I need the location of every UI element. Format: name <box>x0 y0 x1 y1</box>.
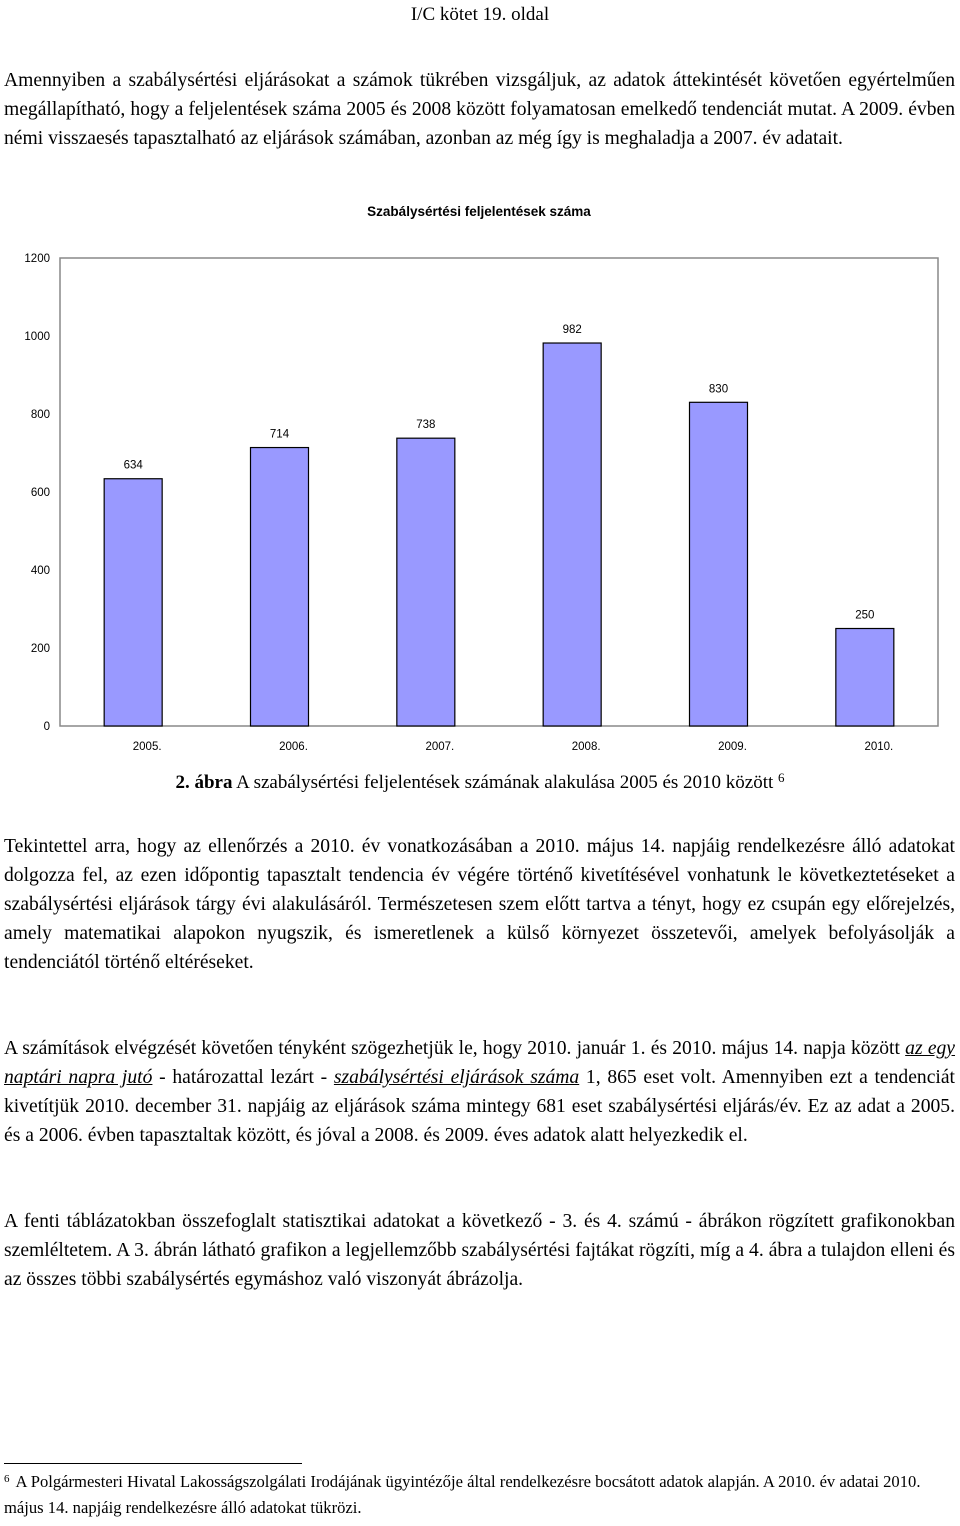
intro-paragraph: Amennyiben a szabálysértési eljárásokat a számok tükrében vizsgáljuk, az adatok áttekintését követően egyértelműen megállapítható, hogy a feljelentések száma 2005 és 2008 között folyamatosan emelkedő tendenciát mutat. A 2009. évben némi visszaesés tapasztalható az eljárások számában, azonban az még így is meghaladja a 2007. év adatait. <box>4 70 955 149</box>
figure-caption-text: A szabálysértési feljelentések számának alakulása 2005 és 2010 között <box>232 772 779 793</box>
data-label: 634 <box>123 459 143 472</box>
data-label: 982 <box>562 324 582 337</box>
x-tick-label: 2008. <box>571 741 601 753</box>
x-tick-label: 2007. <box>425 741 455 753</box>
chart-title: Szabálysértési feljelentések száma <box>367 204 591 219</box>
plot-frame <box>60 258 938 726</box>
figures-intro-paragraph: A fenti táblázatokban összefoglalt statisztikai adatokat a következő - 3. és 4. számú - ábrákon rögzített grafikonokban szemléltetem. A 3. ábrán látható grafikon a legjellemzőbb szabálysértési fajtákat rögzíti, míg a 4. ábra a tulajdon elleni és az összes többi szabálysértés egymáshoz való viszonyát ábrázolja. <box>4 1211 955 1290</box>
x-tick-label: 2010. <box>864 741 894 753</box>
bar <box>397 438 455 726</box>
footnote-number: 6 <box>4 1473 10 1485</box>
forecast-paragraph: Tekintettel arra, hogy az ellenőrzés a 2010. év vonatkozásában a 2010. május 14. napjáig rendelkezésre álló adatokat dolgozza fel, az ezen időpontig tapasztalt tendencia év végére történő kivetítésével vonhatunk le következtetéseket a szabálysértési eljárások tárgy évi alakulásáról. Természetesen szem előtt tartva a tényt, hogy ez csupán egy előrejelzés, amely matematikai alapokon nyugszik, és ismeretlenek a külső környezet összetevői, amelyek befolyásolják a tendenciától történő eltéréseket. <box>4 836 955 973</box>
bar <box>251 448 309 726</box>
figure-caption <box>0 772 960 794</box>
y-tick-label: 400 <box>30 565 50 577</box>
y-tick-label: 1200 <box>24 253 50 265</box>
y-tick-label: 1000 <box>24 331 50 343</box>
calculation-text-2: - határozattal lezárt - <box>152 1067 334 1088</box>
daily-average-emphasis: az egy naptári napra jutó <box>4 1038 956 1088</box>
footnote-divider <box>4 1463 302 1464</box>
y-tick-label: 600 <box>30 487 50 499</box>
y-tick-label: 200 <box>30 643 50 655</box>
data-label: 830 <box>708 383 729 396</box>
y-tick-label: 0 <box>43 721 50 733</box>
case-count-emphasis: szabálysértési eljárások száma <box>333 1067 580 1088</box>
calculation-text-3: 1, 865 eset volt. Amennyiben ezt a tendenciát kivetítjük 2010. december 31. napjáig az eljárások száma mintegy 681 eset szabálysértési eljárás/év. Ez az adat a 2005. és a 2006. évben tapasztaltak között, és jóval a 2008. és 2009. éves adatok alatt helyezkedik el. <box>4 1067 955 1146</box>
y-tick-label: 800 <box>30 409 50 421</box>
footnote-text: A Polgármesteri Hivatal Lakosságszolgálati Irodájának ügyintézője által rendelkezésre bocsátott adatok alapján. A 2010. év adatai 2010. május 14. napjáig rendelkezésre álló adatokat tükrözi. <box>4 1472 921 1517</box>
calculation-text-1: A számítások elvégzését követően tényként szögezhetjük le, hogy 2010. január 1. és 2010. május 14. napja között <box>4 1038 906 1059</box>
x-tick-label: 2009. <box>718 741 747 753</box>
page-header: I/C kötet 19. oldal <box>410 4 550 25</box>
bar <box>690 402 748 726</box>
data-label: 738 <box>416 419 436 432</box>
bar-chart <box>0 196 960 766</box>
bar <box>543 343 601 726</box>
footnote-reference: 6 <box>778 770 785 785</box>
figure-label: 2. ábra <box>175 772 233 793</box>
bar <box>836 629 894 727</box>
data-label: 250 <box>855 609 875 622</box>
plot-area <box>24 253 938 753</box>
x-tick-label: 2005. <box>132 741 162 753</box>
data-label: 714 <box>269 428 290 441</box>
footnote <box>4 1470 955 1520</box>
calculation-paragraph <box>4 1034 955 1150</box>
x-tick-label: 2006. <box>279 741 308 753</box>
bar <box>104 479 162 726</box>
